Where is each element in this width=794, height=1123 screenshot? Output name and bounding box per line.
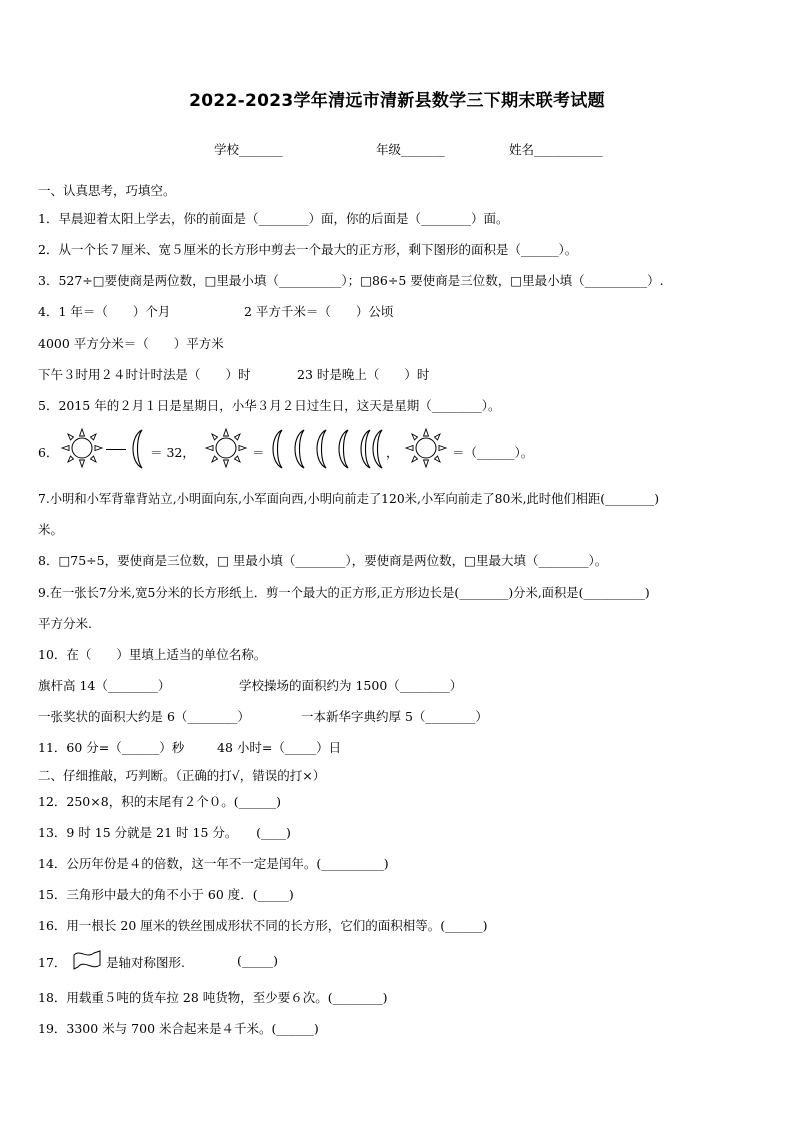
question-13: 13．9 时 15 分就是 21 时 15 分。 (____) [38, 825, 291, 840]
question-4-part-a: 4．1 年＝（ ）个月 [38, 304, 171, 319]
question-9: 9.在一张长7分米,宽5分米的长方形纸上．剪一个最大的正方形,正方形边长是(________)分米,面积是(__________) [38, 586, 650, 600]
question-6-comma: ， [386, 445, 399, 460]
question-16: 16．用一根长 20 厘米的铁丝围成形状不同的长方形，它们的面积相等。(______) [38, 918, 488, 933]
wavy-shape-icon [70, 947, 104, 973]
sun-icon [204, 427, 250, 471]
question-9-continued: 平方分米. [38, 616, 92, 631]
question-10: 10．在（ ）里填上适当的单位名称。 [38, 647, 267, 662]
question-17-answer: (_____) [237, 953, 279, 968]
question-10-part-d: 一本新华字典约厚 5（________） [301, 709, 488, 724]
question-6-equation-1: ＝ 32， [150, 445, 195, 460]
question-12: 12．250×8，积的末尾有２个０。(______) [38, 794, 281, 809]
question-11-part-a: 11．60 分=（______）秒 [38, 740, 185, 755]
question-6-number: 6． [38, 445, 59, 460]
moon-icon [334, 428, 356, 472]
question-4-part-e: 23 时是晚上（ ）时 [297, 367, 430, 382]
sun-icon [404, 427, 450, 471]
question-6-equation-3: ＝（______）。 [452, 445, 534, 460]
school-field[interactable]: 学校_______ [214, 142, 283, 157]
connector-line [106, 449, 126, 450]
question-1: 1．早晨迎着太阳上学去，你的前面是（________）面，你的后面是（________）面。 [38, 211, 509, 226]
question-3: 3．527÷□要使商是两位数，□里最小填（__________）；□86÷5 要使商是三位数，□里最小填（__________）. [38, 273, 664, 288]
moon-icon [290, 428, 312, 472]
question-17-number: 17． [38, 955, 67, 970]
section-heading: 一、认真思考，巧填空。 [38, 183, 176, 198]
name-field[interactable]: 姓名___________ [509, 142, 603, 157]
question-14: 14．公历年份是４的倍数，这一年不一定是闰年。(__________) [38, 856, 389, 871]
question-5: 5．2015 年的２月１日是星期日，小华３月２日过生日，这天是星期（________）。 [38, 398, 501, 413]
grade-field[interactable]: 年级_______ [376, 142, 445, 157]
question-18: 18．用载重５吨的货车拉 28 吨货物，至少要６次。(________) [38, 990, 388, 1005]
question-7-continued: 米。 [38, 522, 64, 537]
moon-icon [312, 428, 334, 472]
question-10-part-a: 旗杆高 14（________） [38, 678, 171, 693]
question-4-part-d: 下午３时用２４时计时法是（ ）时 [38, 367, 251, 382]
question-8: 8．□75÷5，要使商是三位数，□ 里最小填（________），要使商是两位数，□里最大填（________）。 [38, 553, 608, 568]
section-heading: 二、仔细推敲，巧判断。（正确的打√，错误的打×） [38, 768, 326, 783]
moon-icon [268, 428, 290, 472]
page-title: 2022-2023学年清远市清新县数学三下期末联考试题 [189, 91, 605, 111]
question-11-part-b: 48 小时=（_____）日 [217, 740, 342, 755]
question-10-part-c: 一张奖状的面积大约是 6（________） [38, 709, 250, 724]
question-15: 15．三角形中最大的角不小于 60 度．(_____) [38, 887, 294, 902]
question-4-part-c: 4000 平方分米＝（ ）平方米 [38, 336, 224, 351]
question-10-part-b: 学校操场的面积约为 1500（________） [239, 678, 463, 693]
question-2: 2．从一个长７厘米、宽５厘米的长方形中剪去一个最大的正方形，剩下图形的面积是（______）。 [38, 242, 578, 257]
moon-icon [128, 428, 150, 472]
sun-icon [60, 427, 106, 471]
question-19: 19．3300 米与 700 米合起来是４千米。(______) [38, 1021, 319, 1036]
question-4-part-b: 2 平方千米＝（ ）公顷 [244, 304, 394, 319]
question-17-text: 是轴对称图形. [106, 955, 185, 970]
question-6-equation-2: ＝ [252, 445, 265, 460]
question-7: 7.小明和小军背靠背站立,小明面向东,小军面向西,小明向前走了120米,小军向前走了80米,此时他们相距(________) [38, 492, 660, 506]
